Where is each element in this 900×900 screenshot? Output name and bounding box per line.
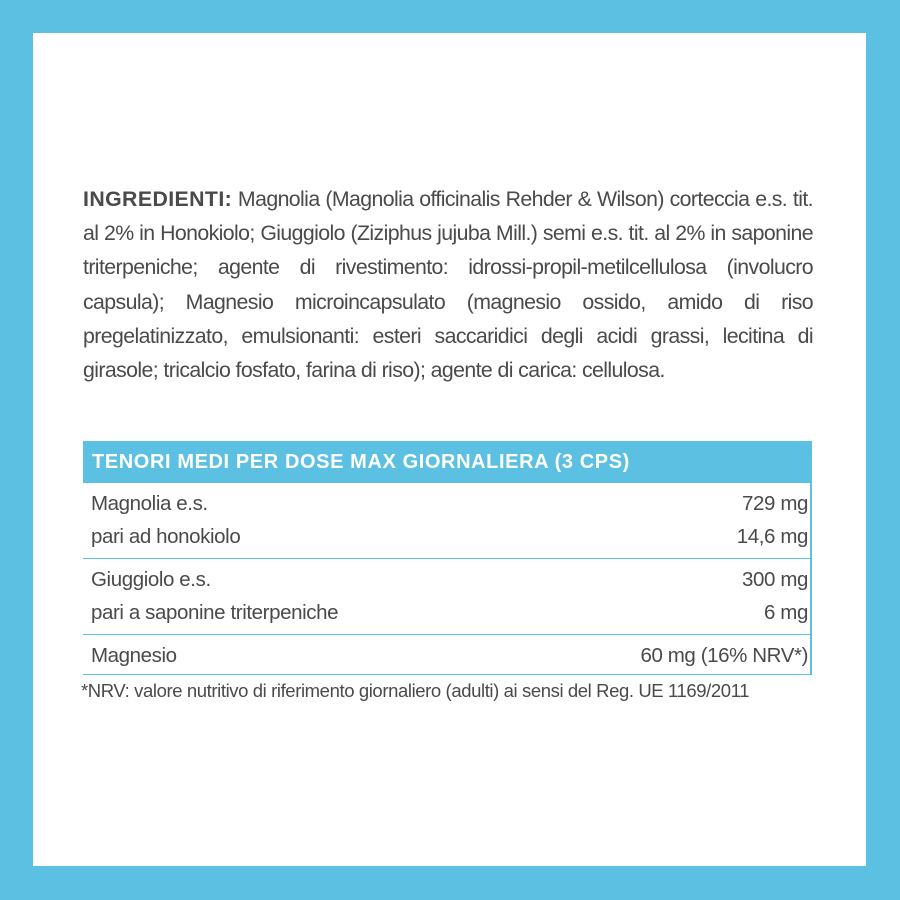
nutrition-table <box>83 441 812 675</box>
ingredients-paragraph <box>83 182 813 387</box>
row-name: Magnesio <box>91 644 177 667</box>
table-row <box>91 598 808 631</box>
row-value: 729 mg <box>742 492 808 515</box>
table-row <box>91 565 808 598</box>
row-value: 6 mg <box>764 601 808 624</box>
row-name: Magnolia e.s. <box>91 492 208 515</box>
row-name: pari ad honokiolo <box>91 525 241 548</box>
row-name: Giuggiolo e.s. <box>91 568 211 591</box>
nrv-footnote: *NRV: valore nutritivo di riferimento giornaliero (adulti) ai sensi del Reg. UE 1169/2011 <box>81 680 750 701</box>
table-group-magnesio <box>83 635 810 675</box>
row-value: 14,6 mg <box>736 525 808 548</box>
row-value: 300 mg <box>742 568 808 591</box>
label-card <box>33 33 866 866</box>
row-name: pari a saponine triterpeniche <box>91 601 339 624</box>
ingredients-text: Magnolia (Magnolia officinalis Rehder & Wilson) corteccia e.s. tit. al 2% in Honokiolo; Giuggiolo (Ziziphus jujuba Mill.) semi e.s. tit. al 2% in saponine triterpeniche; agente di rivestimento: idrossi-propil-metilcellulosa (involucro capsula); Magnesio microincapsulato (magnesio ossido, amido di riso pregelatinizzato, emulsionanti: esteri saccaridici degli acidi grassi, lecitina di girasole; tricalcio fosfato, farina di riso); agente di carica: cellulosa. <box>83 187 813 383</box>
table-header: TENORI MEDI PER DOSE MAX GIORNALIERA (3 CPS) <box>83 441 810 483</box>
table-group-giuggiolo <box>83 559 810 635</box>
row-value: 60 mg (16% NRV*) <box>640 644 808 667</box>
table-group-magnolia <box>83 483 810 559</box>
table-row <box>91 489 808 522</box>
table-row <box>91 522 808 555</box>
ingredients-label: INGREDIENTI: <box>83 187 233 211</box>
table-row <box>91 641 808 671</box>
